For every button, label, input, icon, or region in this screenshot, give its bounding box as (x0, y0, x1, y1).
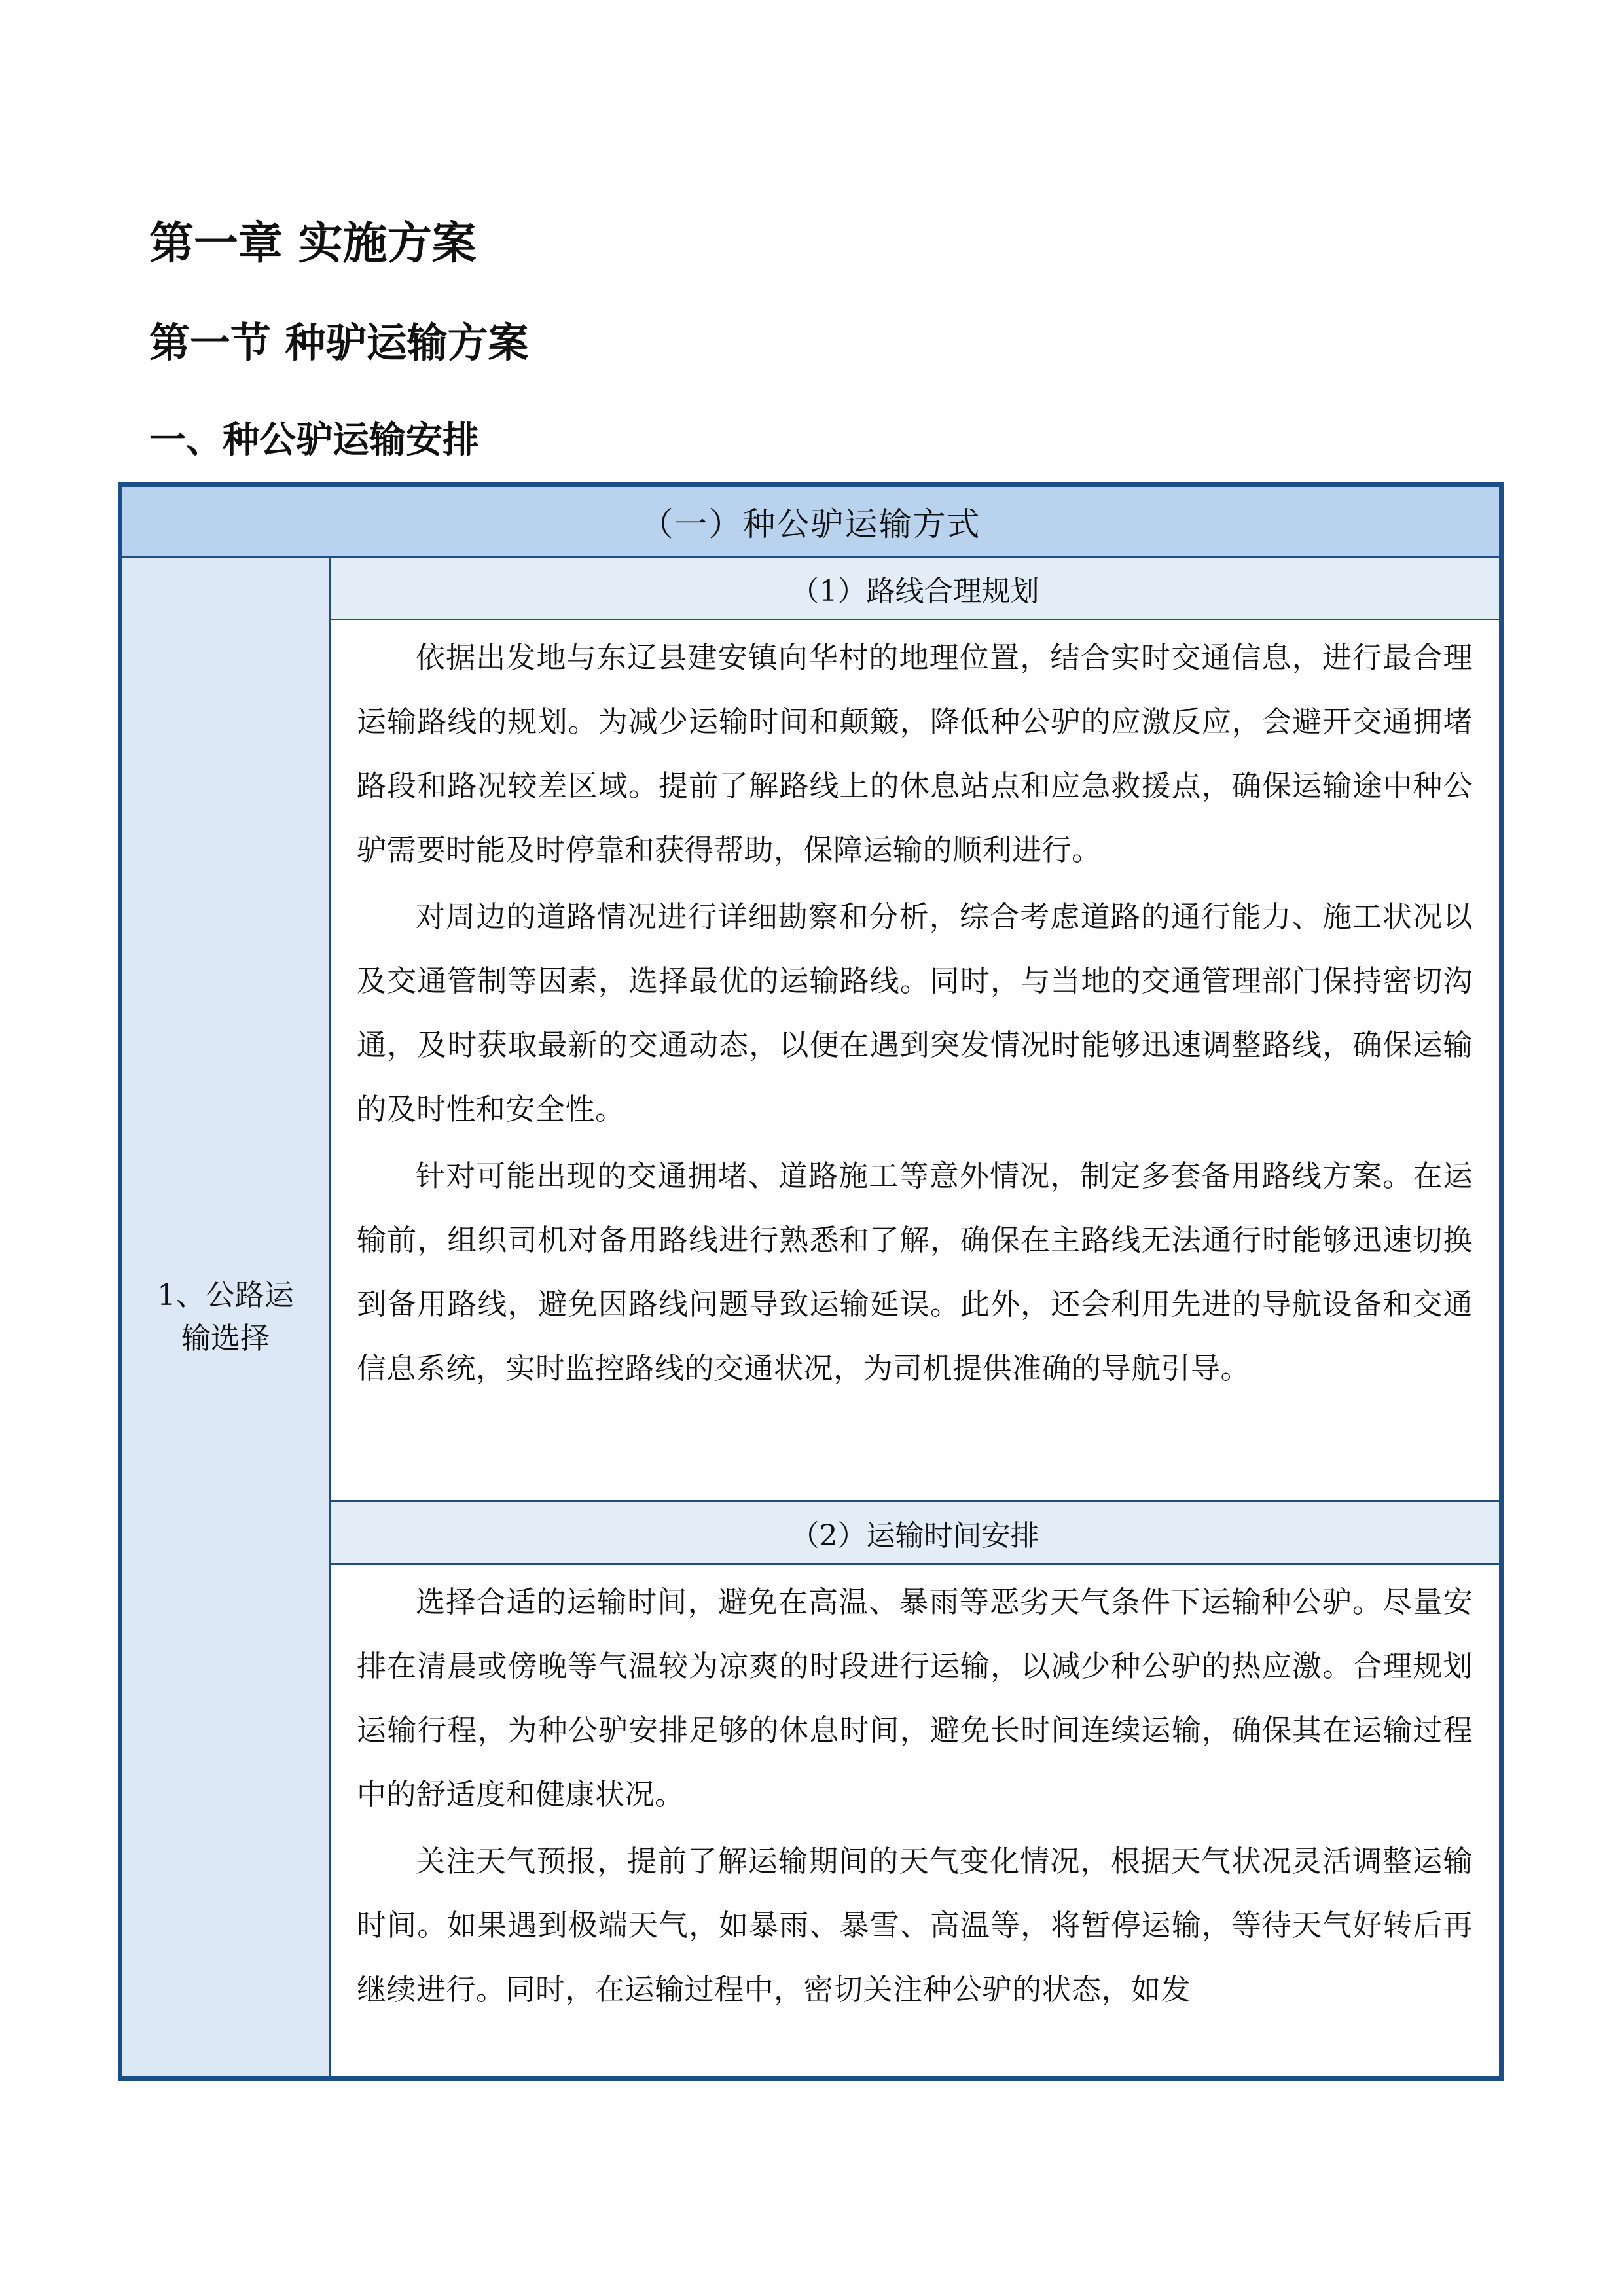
part-header-time-arrangement: （2）运输时间安排 (330, 1501, 1502, 1564)
paragraph: 对周边的道路情况进行详细勘察和分析，综合考虑道路的通行能力、施工状况以及交通管制等因素，选择最优的运输路线。同时，与当地的交通管理部门保持密切沟通，及时获取最新的交通动态，以便在遇到突发情况时能够迅速调整路线，确保运输的及时性和安全性。 (357, 899, 1473, 1126)
paragraph: 针对可能出现的交通拥堵、道路施工等意外情况，制定多套备用路线方案。在运输前，组织司机对备用路线进行熟悉和了解，确保在主路线无法通行时能够迅速切换到备用路线，避免因路线问题导致运输延误。此外，还会利用先进的导航设备和交通信息系统，实时监控路线的交通状况，为司机提供准确的导航引导。 (357, 1158, 1473, 1386)
transport-plan-table (118, 482, 1504, 2081)
chapter-title: 第一章 实施方案 (149, 218, 477, 270)
row-label-cell (120, 557, 330, 2079)
paragraph: 关注天气预报，提前了解运输期间的天气变化情况，根据天气状况灵活调整运输时间。如果遇到极端天气，如暴雨、暴雪、高温等，将暂停运输，等待天气好转后再继续进行。同时，在运输过程中，密切关注种公驴的状态，如发 (357, 1844, 1473, 2007)
part-header-route-planning: （1）路线合理规划 (330, 557, 1502, 620)
paragraph: 依据出发地与东辽县建安镇向华村的地理位置，结合实时交通信息，进行最合理运输路线的规划。为减少运输时间和颠簸，降低种公驴的应激反应，会避开交通拥堵路段和路况较差区域。提前了解路线上的休息站点和应急救援点，确保运输途中种公驴需要时能及时停靠和获得帮助，保障运输的顺利进行。 (357, 640, 1473, 867)
row-label: 1、公路运输选择 (157, 1278, 294, 1355)
route-planning-content (330, 620, 1502, 1501)
subsection-title: 一、种公驴运输安排 (149, 419, 479, 461)
time-arrangement-content (330, 1564, 1502, 2079)
table-title: （一）种公驴运输方式 (120, 485, 1502, 557)
section-title: 第一节 种驴运输方案 (149, 319, 529, 367)
paragraph: 选择合适的运输时间，避免在高温、暴雨等恶劣天气条件下运输种公驴。尽量安排在清晨或傍晚等气温较为凉爽的时段进行运输，以减少种公驴的热应激。合理规划运输行程，为种公驴安排足够的休息时间，避免长时间连续运输，确保其在运输过程中的舒适度和健康状况。 (357, 1585, 1473, 1812)
